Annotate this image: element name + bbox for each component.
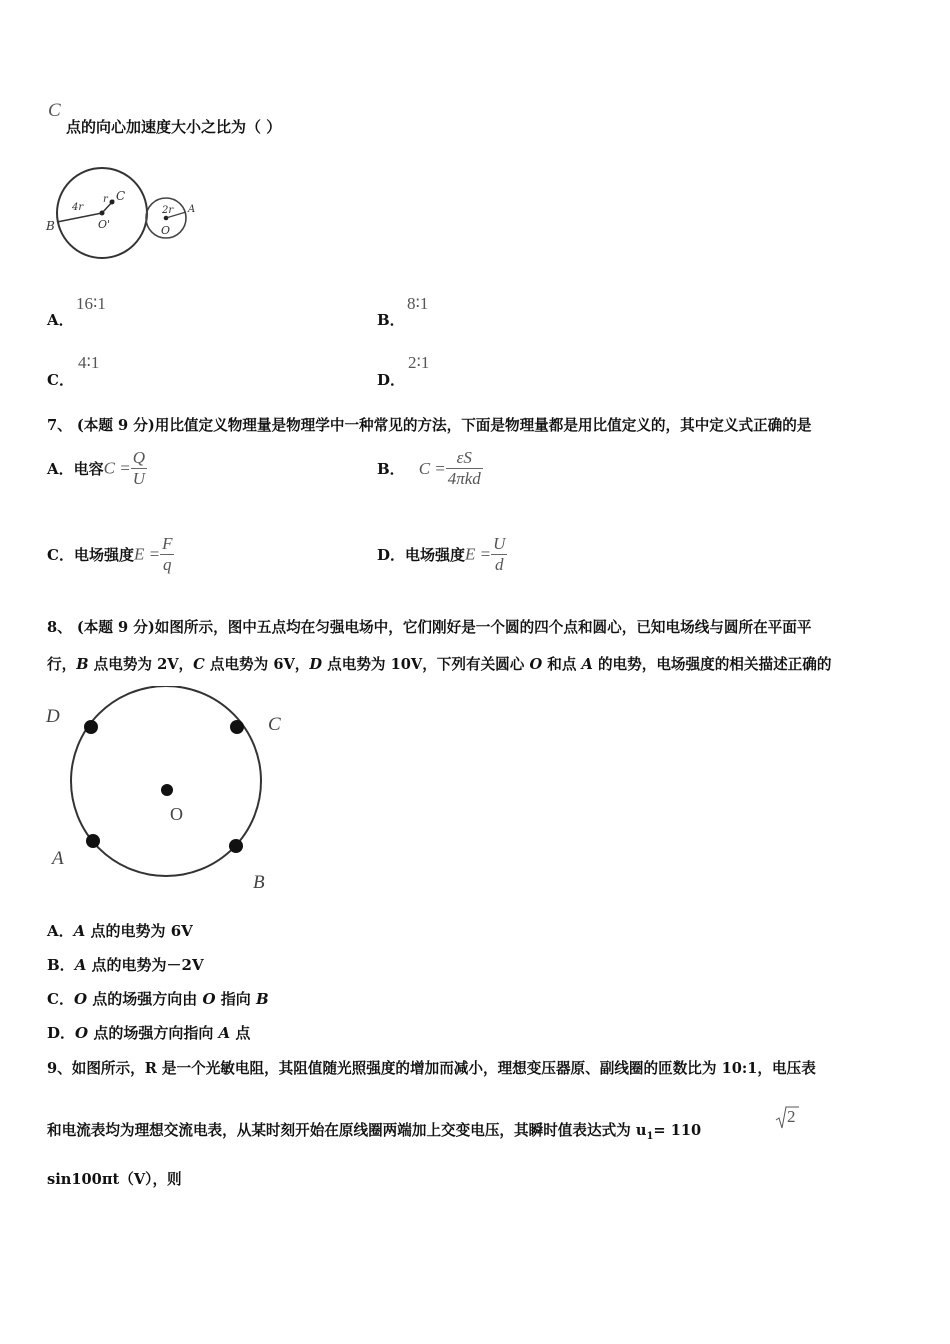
point-c: [230, 720, 244, 734]
q9-stem-line1: 9、如图所示，R 是一个光敏电阻，其阻值随光照强度的增加而减小，理想变压器原、副线圈的匝数比为 10:1，电压表: [47, 1060, 816, 1077]
point-d: [84, 720, 98, 734]
q8-option-d: D．O 点的场强方向指向 A 点: [47, 1024, 251, 1042]
q7-option-c-lhs: E =: [133, 544, 161, 564]
q8-option-a: A．A 点的电势为 6V: [47, 922, 193, 940]
q9-stem-line2: 和电流表均为理想交流电表，从某时刻开始在原线圈两端加上交变电压，其瞬时值表达式为 $u_1= 110$: [47, 1122, 702, 1142]
q7-option-a-num: Q: [132, 448, 145, 467]
q7-option-b-letter: B．: [377, 460, 405, 478]
q7-option-b-den: 4πkd: [447, 469, 481, 488]
point-o: [164, 216, 169, 221]
point-o-prime: [100, 211, 105, 216]
point-c: [110, 200, 115, 205]
q7-option-c-letter: C．: [47, 546, 74, 564]
q7-option-b-fraction: [446, 448, 483, 489]
label-c: C: [116, 189, 126, 203]
q6-gear-diagram: [42, 160, 212, 264]
var-c: C: [48, 100, 61, 121]
q7-option-d: [377, 534, 507, 575]
point-b: [229, 839, 243, 853]
q7-option-c-num: F: [162, 534, 173, 553]
label-b: B: [46, 219, 55, 233]
q7-option-d-num: U: [493, 534, 506, 553]
q7-stem: 7、 (本题 9 分)用比值定义物理量是物理学中一种常见的方法，下面是物理量都是用比值定义的，其中定义式正确的是: [47, 417, 812, 434]
label-r: r: [103, 194, 108, 205]
q8-option-c: C．O 点的场强方向由 O 指向 B: [47, 990, 269, 1008]
q8-stem-line1: 8、 (本题 9 分)如图所示，图中五点均在匀强电场中，它们刚好是一个圆的四个点和圆心，已知电场线与圆所在平面平: [47, 619, 812, 636]
label-a: A: [52, 848, 64, 869]
q7-option-d-lhs: E =: [465, 544, 492, 564]
label-2r: 2r: [162, 205, 174, 216]
label-d: D: [46, 706, 60, 727]
q6-option-b-letter: B．: [377, 311, 405, 329]
q7-option-a-lhs: C =: [103, 458, 131, 478]
q8-stem-line2: 行，B 点电势为 2V，C 点电势为 6V，D 点电势为 10V，下列有关圆心 O 和点 A 的电势，电场强度的相关描述正确的: [47, 656, 832, 673]
q6-option-c-letter: C．: [47, 371, 74, 389]
q6-option-d-letter: D．: [377, 371, 406, 389]
point-o: [161, 784, 173, 796]
q9-stem-line3: sin100πt（V），则: [47, 1171, 182, 1188]
q6-option-d-value: 2∶1: [408, 353, 430, 372]
q7-option-d-fraction: [491, 534, 507, 575]
label-c: C: [268, 714, 281, 735]
q7-option-d-label: 电场强度: [405, 546, 466, 564]
label-o: O: [170, 804, 183, 824]
q6-option-c-value: 4∶1: [78, 353, 100, 372]
q6-option-b-value: 8∶1: [407, 294, 429, 313]
sqrt-value: 2: [787, 1107, 796, 1126]
q7-option-b: [377, 448, 483, 489]
q7-option-d-den: d: [495, 555, 504, 574]
q7-option-a: [47, 448, 147, 489]
q7-option-c-fraction: [160, 534, 174, 575]
label-4r: 4r: [72, 202, 84, 213]
q7-option-d-letter: D．: [377, 546, 406, 564]
point-a: [86, 834, 100, 848]
q7-option-a-fraction: [131, 448, 147, 489]
q7-option-a-label: 电容: [73, 460, 104, 478]
label-o-prime: O': [98, 218, 111, 231]
q8-option-b: B．A 点的电势为－2V: [47, 956, 204, 974]
label-a: A: [188, 204, 196, 215]
q6-option-a-letter: A．: [47, 311, 74, 329]
q7-option-c-den: q: [163, 555, 172, 574]
q7-option-b-num: εS: [446, 448, 483, 469]
q6-option-a-value: 16∶1: [76, 294, 106, 313]
label-b: B: [253, 872, 265, 893]
q7-option-c-label: 电场强度: [73, 546, 134, 564]
label-o: O: [161, 224, 171, 237]
q7-option-a-letter: A．: [47, 460, 74, 478]
radius-b: [57, 213, 102, 222]
q7-option-c: [47, 534, 174, 575]
q8-circle-diagram: [40, 686, 300, 896]
q7-option-a-den: U: [132, 469, 145, 488]
q6-stem-tail: 点的向心加速度大小之比为（ ）: [66, 118, 282, 136]
q7-option-b-lhs: C =: [418, 458, 446, 478]
